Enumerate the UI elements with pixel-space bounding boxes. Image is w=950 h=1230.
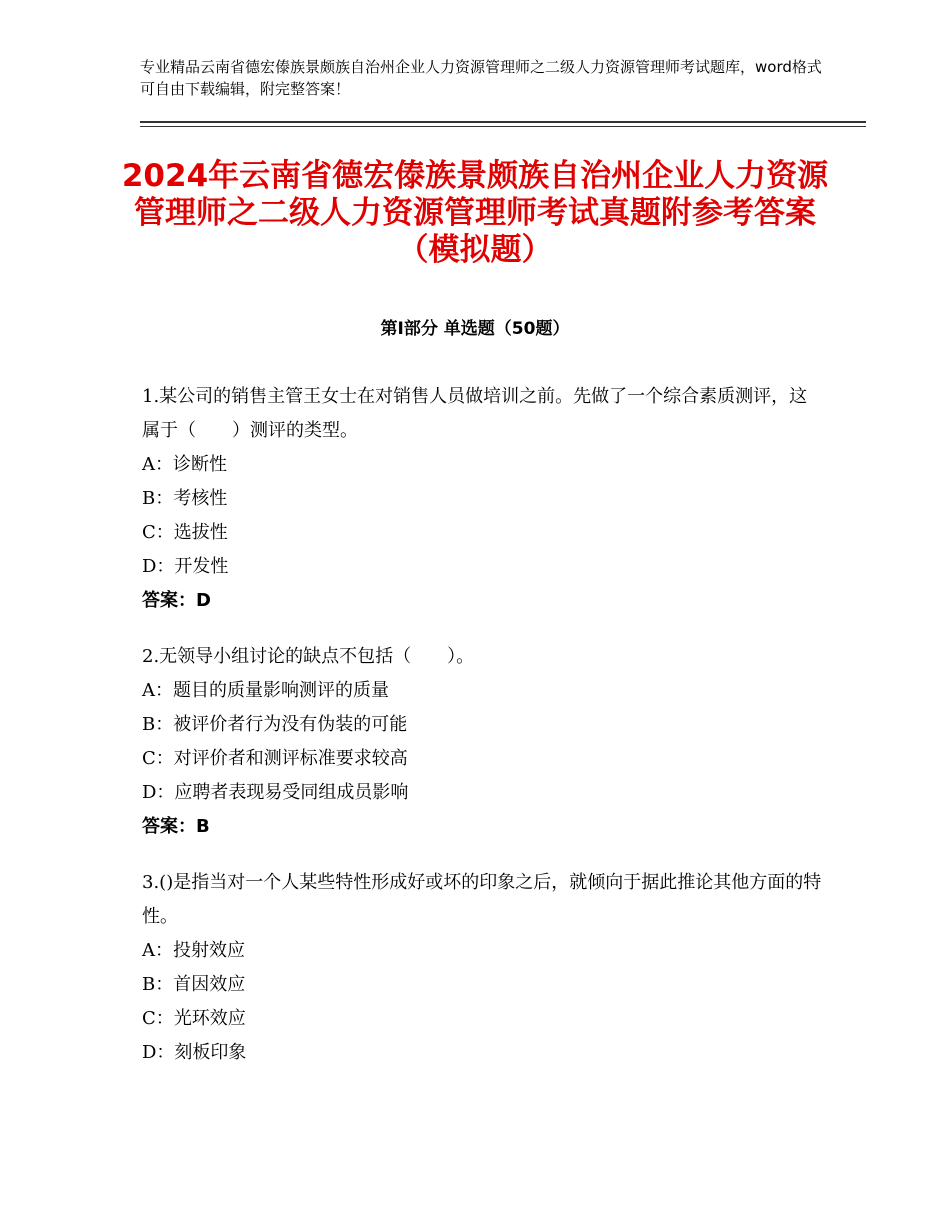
- option-b: B：首因效应: [142, 974, 246, 995]
- option-c: C：对评价者和测评标准要求较高: [142, 748, 408, 769]
- option-b: B：被评价者行为没有伪装的可能: [142, 714, 408, 735]
- option-a: A：诊断性: [142, 454, 227, 475]
- section-title: 第Ⅰ部分 单选题（50题）: [380, 319, 570, 339]
- question-2: [142, 640, 822, 844]
- option-d: D：应聘者表现易受同组成员影响: [142, 782, 409, 803]
- option-a: A：题目的质量影响测评的质量: [142, 680, 389, 701]
- document-title: 2024年云南省德宏傣族景颇族自治州企业人力资源管理师之二级人力资源管理师考试真题附参考答案（模拟题）: [121, 158, 829, 268]
- question-1: [142, 380, 822, 618]
- option-a: A：投射效应: [142, 940, 245, 961]
- option-c: C：光环效应: [142, 1008, 246, 1029]
- answer: 答案：D: [142, 590, 211, 611]
- question-stem: 1.某公司的销售主管王女士在对销售人员做培训之前。先做了一个综合素质测评，这属于（ ）测评的类型。: [142, 386, 808, 441]
- header-divider-thin: [140, 126, 866, 127]
- option-b: B：考核性: [142, 488, 228, 509]
- answer: 答案：B: [142, 816, 210, 837]
- header-divider: [140, 121, 866, 123]
- option-c: C：选拔性: [142, 522, 228, 543]
- question-stem: 2.无领导小组讨论的缺点不包括（ ）。: [142, 646, 475, 667]
- option-d: D：刻板印象: [142, 1042, 247, 1063]
- option-d: D：开发性: [142, 556, 229, 577]
- header-note: 专业精品云南省德宏傣族景颇族自治州企业人力资源管理师之二级人力资源管理师考试题库，word格式可自由下载编辑，附完整答案！: [140, 58, 822, 98]
- question-3: [142, 866, 822, 1070]
- question-list: [142, 380, 822, 1092]
- question-stem: 3.()是指当对一个人某些特性形成好或坏的印象之后，就倾向于据此推论其他方面的特性。: [142, 872, 822, 927]
